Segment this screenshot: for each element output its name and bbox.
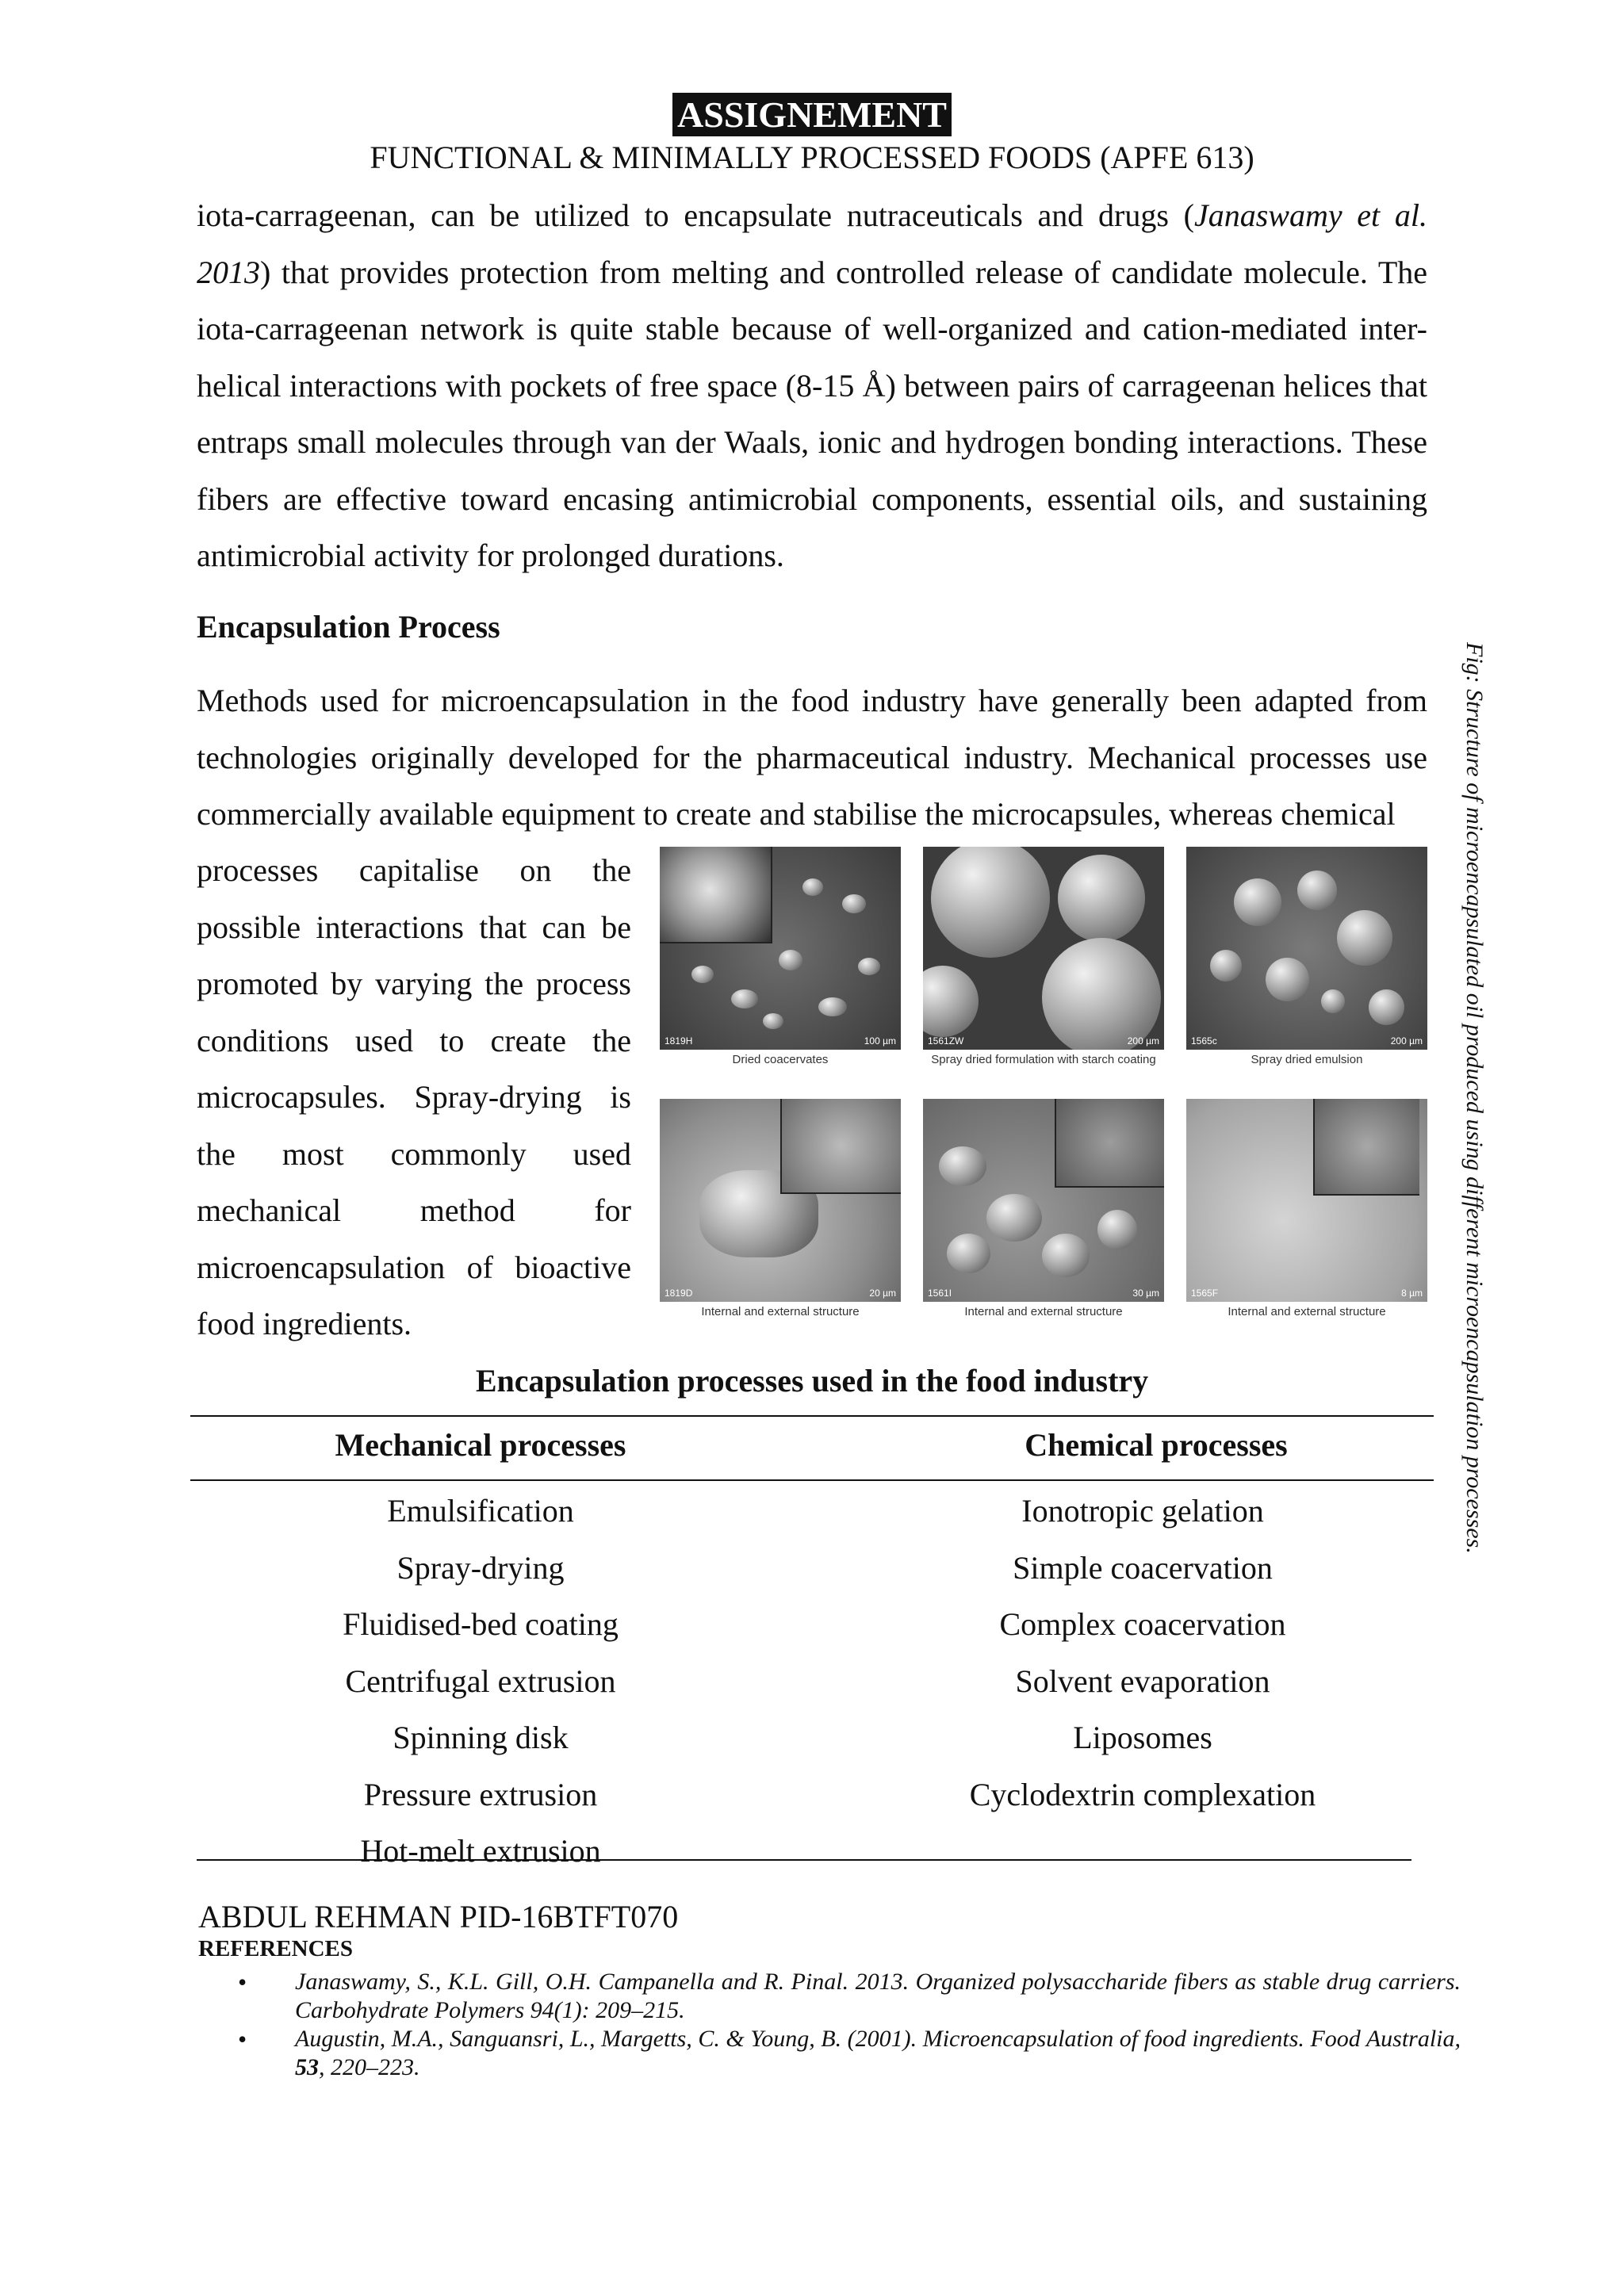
citation-janaswamy: Janaswamy et al. 2013 (197, 197, 1428, 290)
panel-caption: Dried coacervates (732, 1053, 829, 1066)
panel-caption: Internal and external structure (1228, 1305, 1386, 1318)
panel-caption: Spray dried emulsion (1251, 1053, 1363, 1066)
panel-code: 1561I (928, 1288, 952, 1299)
figure-caption-text: Fig: Structure of microencapsulated oil produced using different microencapsulation processes. (1461, 642, 1488, 1554)
table-cell: Centrifugal extrusion (345, 1663, 616, 1699)
section-heading: Encapsulation Process (197, 609, 500, 645)
course-subtitle: FUNCTIONAL & MINIMALLY PROCESSED FOODS (APFE 613) (370, 140, 1254, 175)
paragraph-spray-drying (197, 842, 631, 1353)
table-title: Encapsulation processes used in the food industry (475, 1363, 1149, 1399)
panel-code: 1819D (665, 1288, 693, 1299)
reference-item (295, 2025, 1461, 2082)
reference-text: Janaswamy, S., K.L. Gill, O.H. Campanella and R. Pinal. 2013. Organized polysaccharide fibers as stable drug carriers. Carbohydrate Polymers 94(1): 209–215. (295, 1969, 1461, 2023)
panel-code: 1819H (665, 1035, 693, 1047)
table-header-rule (190, 1479, 1434, 1481)
table-cell: Emulsification (387, 1493, 574, 1529)
scale-bar-label: 30 µm (1132, 1288, 1159, 1299)
paragraph-methods: Methods used for microencapsulation in the food industry have generally been adapted from technologies originally developed for the pharmaceutical industry. Mechanical processes use commercially available equipment to create and stabilise the microcapsules, whereas chemical (197, 683, 1427, 832)
title-text: ASSIGNEMENT (672, 93, 952, 136)
reference-volume: 53 (295, 2054, 319, 2080)
author-line: ABDUL REHMAN PID-16BTFT070 (198, 1899, 679, 1934)
table-cell: Spray-drying (396, 1549, 565, 1586)
table-bottom-rule (197, 1859, 1411, 1861)
document-title (0, 94, 1624, 136)
micrograph-figure (660, 847, 1427, 1338)
table-cell: Ionotropic gelation (1021, 1493, 1264, 1529)
table-cell: Spinning disk (393, 1720, 569, 1755)
panel-code: 1565c (1191, 1035, 1217, 1047)
table-cell: Liposomes (1073, 1720, 1212, 1755)
figure-caption (1457, 642, 1489, 1554)
table-cell: Cyclodextrin complexation (969, 1776, 1316, 1812)
table-cell: Pressure extrusion (363, 1776, 598, 1812)
scale-bar-label: 20 µm (869, 1288, 896, 1299)
header-chemical: Chemical processes (1025, 1427, 1288, 1463)
panel-caption: Spray dried formulation with starch coating (931, 1053, 1156, 1066)
panel-caption: Internal and external structure (701, 1305, 860, 1318)
table-cell: Fluidised-bed coating (343, 1606, 619, 1642)
table-cell: Solvent evaporation (1015, 1663, 1270, 1699)
table-top-rule (190, 1415, 1434, 1417)
scale-bar-label: 100 µm (864, 1035, 896, 1047)
sem-image (923, 847, 1164, 1050)
panel-code: 1561ZW (928, 1035, 964, 1047)
sem-image (1186, 1099, 1427, 1302)
scale-bar-label: 200 µm (1390, 1035, 1423, 1047)
table-cell: Simple coacervation (1013, 1549, 1273, 1586)
scale-bar-label: 200 µm (1127, 1035, 1159, 1047)
paragraph-carrageenan (197, 187, 1427, 584)
p1-text-end: ) that provides protection from melting and controlled release of candidate molecule. The iota-carrageenan network is quite stable because of well-organized and cation-mediated inter-helical interactions with pockets of free space (8-15 Å) between pairs of carrageenan helices that entraps small molecules through van der Waals, ionic and hydrogen bonding interactions. These fibers are effective toward encasing antimicrobial components, essential oils, and sustaining antimicrobial activity for prolonged durations. (197, 254, 1427, 573)
chemical-column (863, 1483, 1423, 1823)
sem-image (1186, 847, 1427, 1050)
sem-image (923, 1099, 1164, 1302)
references-list (238, 1968, 1461, 2082)
table-cell: Complex coacervation (999, 1606, 1286, 1642)
table-cell: Hot-melt extrusion (360, 1833, 601, 1869)
mechanical-column (197, 1483, 764, 1880)
sem-image (660, 1099, 901, 1302)
reference-item (295, 1968, 1461, 2025)
p3-last-line: food ingredients. (197, 1306, 412, 1341)
references-heading: REFERENCES (198, 1936, 353, 1961)
scale-bar-label: 8 µm (1401, 1288, 1423, 1299)
reference-pages: , 220–223. (319, 2054, 420, 2080)
panel-caption: Internal and external structure (964, 1305, 1123, 1318)
panel-code: 1565F (1191, 1288, 1219, 1299)
p3-text: processes capitalise on the possible interactions that can be promoted by varying the process conditions used to create the microcapsules. Spray-drying is the most commonly used mechanical method for microencapsulation of bioactive (197, 852, 631, 1285)
p1-text-start: iota-carrageenan, can be utilized to encapsulate nutraceuticals and drugs ( (197, 197, 1194, 233)
reference-text: Augustin, M.A., Sanguansri, L., Margetts, C. & Young, B. (2001). Microencapsulation of food ingredients. Food Australia, (295, 2026, 1461, 2052)
header-mechanical: Mechanical processes (335, 1427, 626, 1463)
sem-image (660, 847, 901, 1050)
